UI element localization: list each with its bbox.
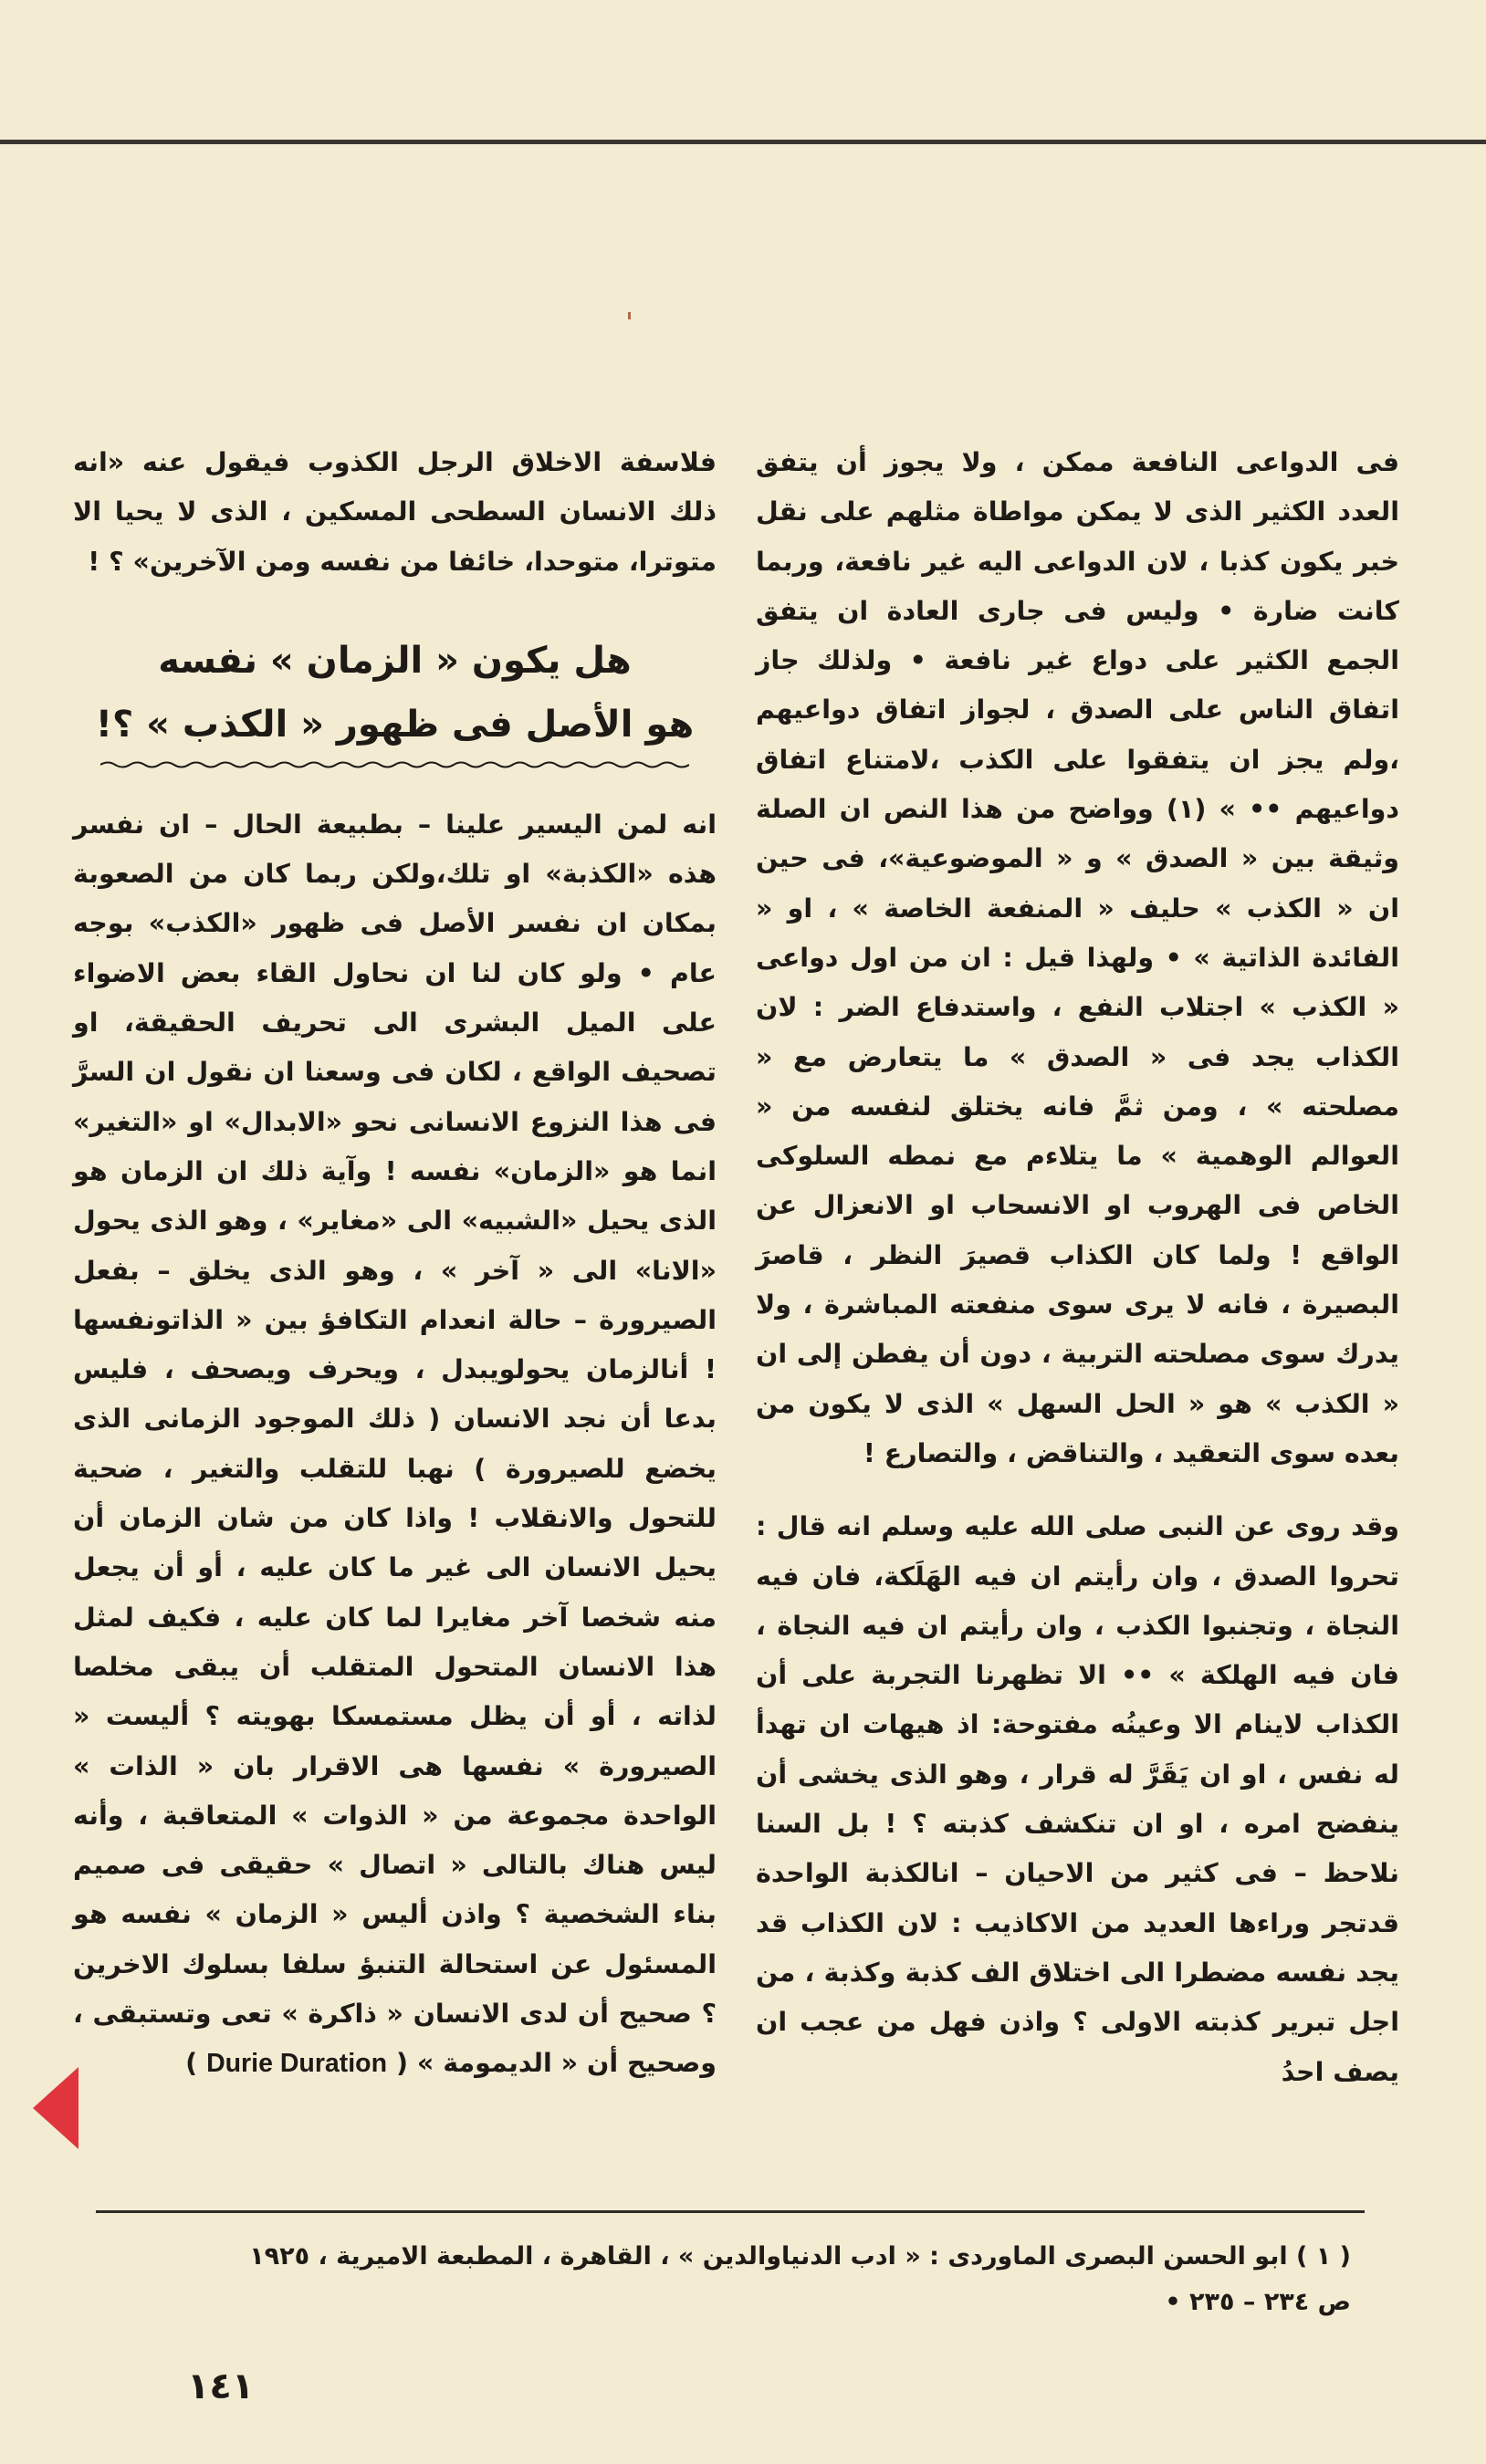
latin-term: Durie Duration (206, 2049, 387, 2079)
top-rule (0, 140, 1486, 144)
left-body-text: انه لمن اليسير علينا – بطبيعة الحال – ان نفسر هذه «الكذبة» او تلك،ولكن ربما كان من الصعوبة بمكان ان نفسر الأصل فى ظهور «الكذب» بوجه عام • ولو كان لنا ان نحاول القاء بعض الاضواء على الميل البشرى الى تحريف الحقيقة، او تصحيف الواقع ، لكان فى وسعنا ان نقول ان السرَّ فى هذا النزوع الانسانى نحو «الابدال» او «التغير» انما هو «الزمان» نفسه ! وآية ذلك ان الزمان هو الذى يحيل «الشبيه» الى «مغاير» ، وهو الذى يحول «الانا» الى « آخر » ، وهو الذى يخلق – بفعل الصيرورة – حالة انعدام التكافؤ بين « الذاتونفسها ! أنالزمان يحولويبدل ، ويحرف ويصحف ، فليس بدعا أن نجد الانسان ( ذلك الموجود الزمانى الذى يخضع للصيرورة ) نهبا للتقلب والتغير ، ضحية للتحول والانقلاب ! واذا كان من شان الزمان أن يحيل الانسان الى غير ما كان عليه ، أو أن يجعل منه شخصا آخر مغايرا لما كان عليه ، فكيف لمثل هذا الانسان المتحول المتقلب أن يبقى مخلصا لذاته ، أو أن يظل مستمسكا بهويته ؟ أليست « الصيرورة » نفسها هى الاقرار بان « الذات » الواحدة مجموعة من « الذوات » المتعاقبة ، وأنه ليس هناك بالتالى « اتصال » حقيقى فى صميم بناء الشخصية ؟ واذن أليس « الزمان » نفسه هو المسئول عن استحالة التنبؤ سلفا بسلوك الاخرين ؟ صحيح أن لدى الانسان « ذاكرة » تعى وتستبقى ، وصحيح أن « الديمومة » ( (73, 809, 717, 2079)
footnote-line-2: ص ٢٣٤ – ٢٣٥ • (1165, 2288, 1351, 2316)
right-paragraph-2: وقد روى عن النبى صلى الله عليه وسلم انه قال : تحروا الصدق ، وان رأيتم ان فيه الهَلَكة، فان فيه النجاة ، وتجنبوا الكذب ، وان رأيتم ان فيه النجاة ، فان فيه الهلكة » •• الا تظهرنا التجربة على أن الكذاب لاينام الا وعينُه مفتوحة: اذ هيهات ان تهدأ له نفس ، او ان يَقَرَّ له قرار ، وهو الذى يخشى أن ينفضح امره ، او ان تنكشف كذبته ؟ ! بل السنا نلاحظ – فى كثير من الاحيان – انالكذبة الواحدة قدتجر وراءها العديد من الاكاذيب : لان الكذاب قد يجد نفسه مضطرا الى اختلاق الف كذبة وكذبة ، من اجل تبرير كذبته الاولى ؟ واذن فهل من عجب ان يصف احدُ (756, 1511, 1399, 2087)
page-number: ١٤١ (187, 2365, 255, 2407)
footnote-line-1: ( ١ ) ابو الحسن البصرى الماوردى : « ادب الدنياوالدين » ، القاهرة ، المطبعة الاميرية ، ١٩٢٥ (249, 2242, 1351, 2271)
section-heading-line-2: هو الأصل فى ظهور « الكذب » ؟! (95, 703, 695, 746)
left-intro-paragraph: فلاسفة الاخلاق الرجل الكذوب فيقول عنه «انه ذلك الانسان السطحى المسكين ، الذى لا يحيا الا متوترا، متوحدا، خائفا من نفسه ومن الآخرين» ؟ ! (73, 447, 717, 577)
section-heading (73, 629, 717, 757)
footnote (100, 2234, 1351, 2325)
left-body-paragraph (73, 800, 717, 2089)
right-column (756, 438, 1399, 2097)
heading-wavy-underline (100, 760, 689, 769)
section-heading-line-1: هل يكون « الزمان » نفسه (158, 639, 632, 682)
left-body-end: ) (185, 2048, 198, 2079)
footnote-rule (96, 2210, 1365, 2213)
page-turn-arrow-icon[interactable] (33, 2067, 78, 2149)
ink-speck (628, 312, 631, 319)
right-paragraph-1: فى الدواعى النافعة ممكن ، ولا يجوز أن يتفق العدد الكثير الذى لا يمكن مواطاة مثلهم على نقل خبر يكون كذبا ، لان الدواعى اليه غير نافعة، وربما كانت ضارة • وليس فى جارى العادة ان يتفق الجمع الكثير على دواع غير نافعة • ولذلك جاز اتفاق الناس على الصدق ، لجواز اتفاق دواعيهم ،ولم يجز ان يتفقوا على الكذب ،لامتناع اتفاق دواعيهم •• » (١) وواضح من هذا النص ان الصلة وثيقة بين « الصدق » و « الموضوعية»، فى حين ان « الكذب » حليف « المنفعة الخاصة » ، او « الفائدة الذاتية » • ولهذا قيل : ان من اول دواعى « الكذب » اجتلاب النفع ، واستدفاع الضر : لان الكذاب يجد فى « الصدق » ما يتعارض مع « مصلحته » ، ومن ثمَّ فانه يختلق لنفسه من « العوالم الوهمية » ما يتلاءم مع نمطه السلوكى الخاص فى الهروب او الانسحاب او الانعزال عن الواقع ! ولما كان الكذاب قصيرَ النظر ، قاصرَ البصيرة ، فانه لا يرى سوى منفعته المباشرة ، ولا يدرك سوى مصلحته التربية ، دون أن يفطن إلى ان « الكذب » هو « الحل السهل » الذى لا يكون من بعده سوى التعقيد ، والتناقض ، والتصارع ! (756, 447, 1399, 1468)
left-column (73, 438, 717, 2089)
